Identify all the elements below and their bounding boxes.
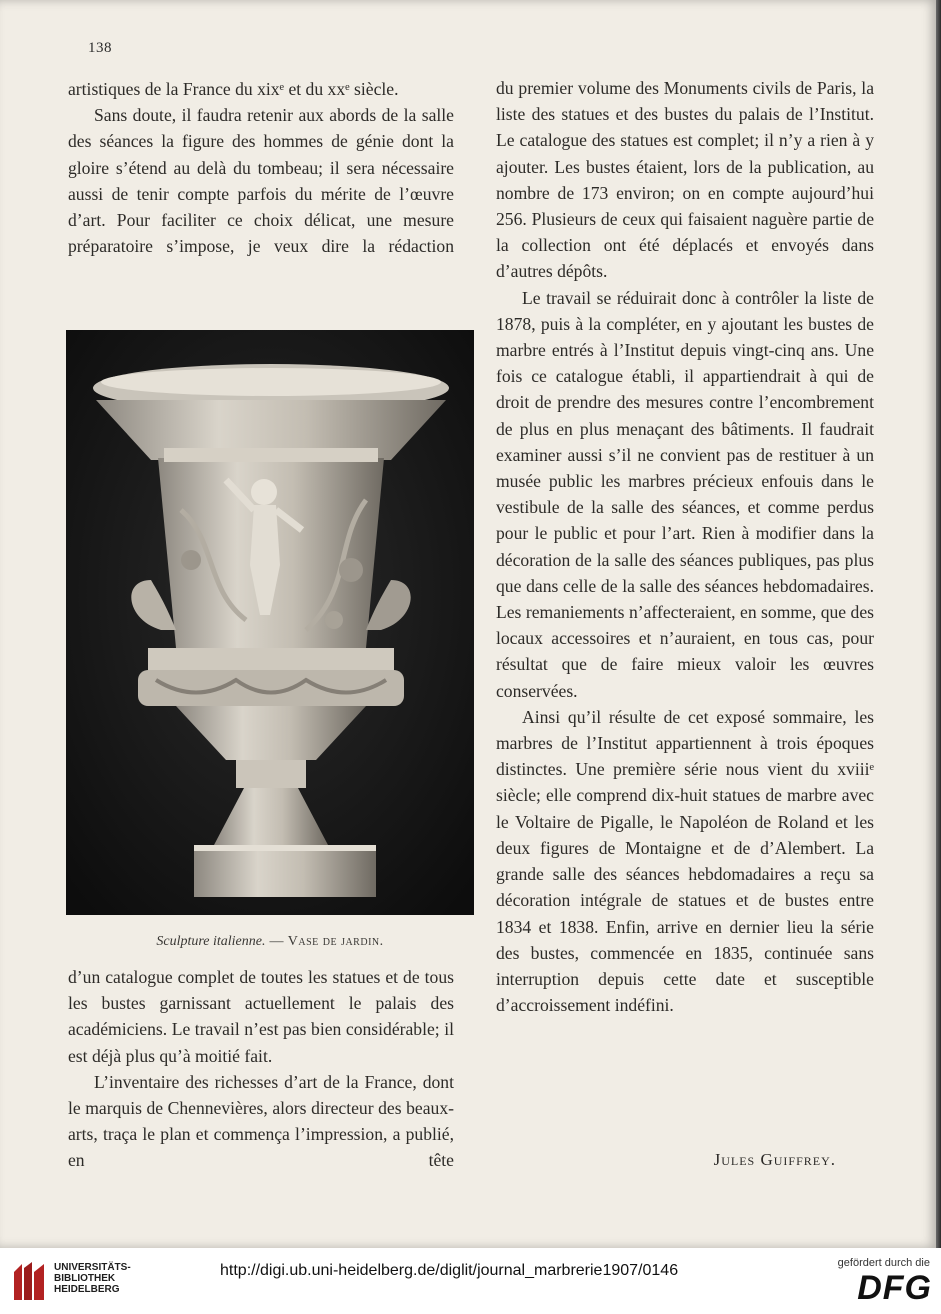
library-name-line: HEIDELBERG xyxy=(54,1284,120,1295)
heidelberg-library-logo-icon[interactable] xyxy=(10,1260,48,1302)
vase-illustration-icon xyxy=(66,330,474,915)
paragraph: du premier volume des Monuments civils de Paris, la liste des statues et des bustes du palais de l’Institut. Le catalogue des statues est complet; il n’y a rien à y ajouter. Les bustes étaient, lors de la publication, au nombre de 173 environ; on en compte aujourd’hui 256. Plusieurs de ceux qui faisaient naguère partie de la collection ont été déplacés et envoyés dans d’autres dépôts. xyxy=(496,78,874,282)
paragraph: artistiques de la France du xixᵉ et du xxᵉ siècle. xyxy=(68,79,399,99)
left-column-bottom xyxy=(68,964,454,1174)
left-column-top xyxy=(68,76,454,259)
figure-caption xyxy=(60,934,480,950)
paragraph: d’un catalogue complet de toutes les statues et de tous les bustes garnissant actuellement le palais des académiciens. Le travail n’est pas bien considérable; il est déjà plus qu’à moitié fait. xyxy=(68,967,454,1066)
page-number: 138 xyxy=(88,40,112,56)
funded-by-label: gefördert durch die xyxy=(837,1257,930,1269)
permalink-url[interactable]: http://digi.ub.uni-heidelberg.de/diglit/journal_marbrerie1907/0146 xyxy=(220,1262,679,1279)
caption-italic: Sculpture italienne. xyxy=(156,934,266,949)
paragraph: Le travail se réduirait donc à contrôler la liste de 1878, puis à la compléter, en y ajoutant les bustes de marbre entrés à l’Institut depuis vingt-cinq ans. Une fois ce catalogue établi, il appartiendrait à qui de droit de prendre des mesures contre l’encombrement de plus en plus menaçant des bâtiments. Il faudrait examiner aussi s’il ne convient pas de restituer à un musée public les marbres précieux enfouis dans le vestibule de la salle des séances, et comme perdus pour le public et pour l’art. Rien à modifier dans la décoration de la salle des séances publiques, pas plus que dans celle de la salle des séances hebdomadaires. Les remaniements n’affecteraient, en somme, que des locaux accessoires et n’auraient, en tous cas, pour résultat que de faire mieux valoir les œuvres conservées. xyxy=(496,287,874,701)
library-name-line: UNIVERSITÄTS- xyxy=(54,1262,131,1273)
library-name-line: BIBLIOTHEK xyxy=(54,1273,116,1284)
vase-photograph xyxy=(66,330,474,915)
paragraph: Ainsi qu’il résulte de cet exposé sommaire, les marbres de l’Institut appartiennent à trois époques distinctes. Une première série nous vient du xviiiᵉ siècle; elle comprend dix-huit statues de marbre avec le Voltaire de Pigalle, le Napoléon de Roland et les deux figures de Montaigne et de d’Alembert. La grande salle des séances hebdomadaires a reçu sa décoration intégrale de statues et de bustes entre 1834 et 1838. Enfin, arrive en dernier lieu la série des bustes, commencée en 1835, continuée sans interruption depuis cette date et susceptible d’accroissement indéfini. xyxy=(496,706,874,1016)
author-signature: Jules Guiffrey. xyxy=(713,1150,836,1169)
page-edge-shadow xyxy=(936,0,941,1248)
caption-title: — Vase de jardin. xyxy=(265,934,384,949)
right-column xyxy=(496,75,874,1018)
dfg-logo[interactable]: DFG xyxy=(857,1269,932,1307)
library-name[interactable] xyxy=(54,1262,131,1295)
paragraph: L’inventaire des richesses d’art de la France, dont le marquis de Chennevières, alors directeur des beaux-arts, traça le plan et commença l’impression, a publié, en tête xyxy=(68,1071,454,1171)
paragraph: Sans doute, il faudra retenir aux abords de la salle des séances la figure des hommes de génie dont la gloire s’étend au delà du tombeau; il sera nécessaire aussi de tenir compte parfois du mérite de l’œuvre d’art. Pour faciliter ce choix délicat, une mesure préparatoire s’impose, je veux dire la rédaction xyxy=(68,105,454,257)
